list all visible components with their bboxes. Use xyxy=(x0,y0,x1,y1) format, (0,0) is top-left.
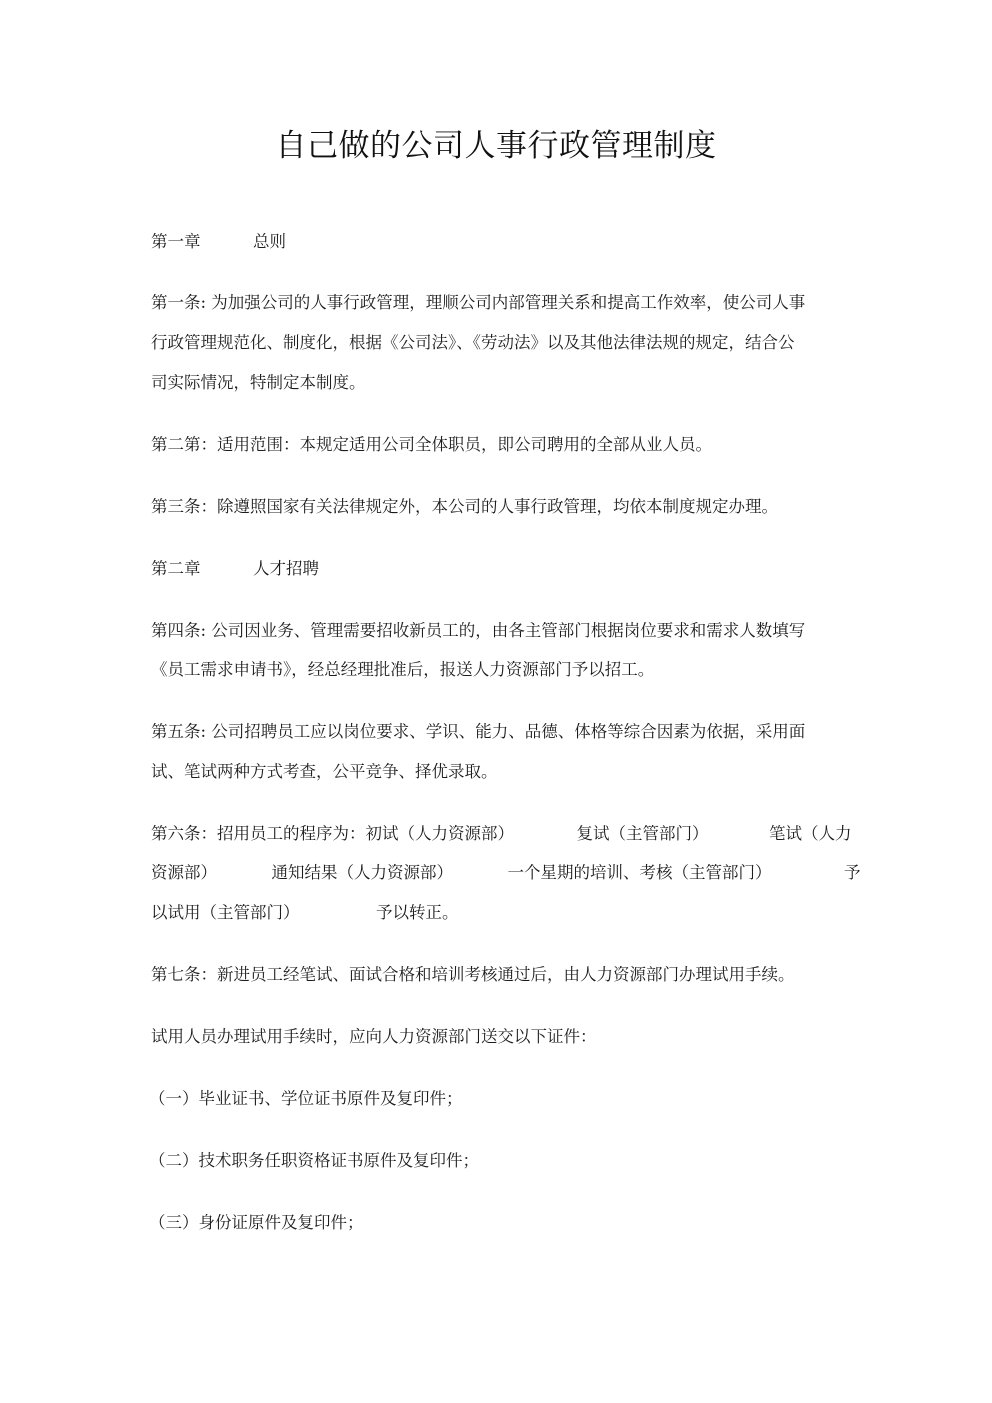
probation-intro: 试用人员办理试用手续时，应向人力资源部门送交以下证件： xyxy=(151,1027,597,1046)
article-5-line-1: 第五条: 公司招聘员工应以岗位要求、学识、能力、品德、体格等综合因素为依据，采用面 xyxy=(151,722,806,741)
document-title: 自己做的公司人事行政管理制度 xyxy=(275,128,717,164)
article-6-line-1 xyxy=(151,822,852,846)
chapter-label: 第一章 xyxy=(151,232,201,251)
list-item: （三）身份证原件及复印件； xyxy=(149,1213,364,1232)
article-1-line-1: 第一条: 为加强公司的人事行政管理，理顺公司内部管理关系和提高工作效率，使公司人事 xyxy=(151,293,806,312)
article-6-segment: 第六条：招用员工的程序为：初试（人力资源部） xyxy=(151,824,514,843)
article-6-line-2 xyxy=(151,861,861,885)
article-3: 第三条：除遵照国家有关法律规定外，本公司的人事行政管理，均依本制度规定办理。 xyxy=(151,497,778,516)
article-6-segment: 资源部） xyxy=(151,863,217,882)
article-2: 第二第：适用范围：本规定适用公司全体职员，即公司聘用的全部从业人员。 xyxy=(151,435,712,454)
chapter-name: 人才招聘 xyxy=(253,559,319,578)
chapter-label: 第二章 xyxy=(151,559,201,578)
article-4-line-1: 第四条: 公司因业务、管理需要招收新员工的，由各主管部门根据岗位要求和需求人数填写 xyxy=(151,621,806,640)
chapter-heading xyxy=(151,230,286,254)
article-1-line-2: 行政管理规范化、制度化，根据《公司法》、《劳动法》以及其他法律法规的规定，结合公 xyxy=(151,333,795,352)
article-1-line-3: 司实际情况，特制定本制度。 xyxy=(151,373,366,392)
list-item: （二）技术职务任职资格证书原件及复印件； xyxy=(149,1151,479,1170)
article-6-segment: 一个星期的培训、考核（主管部门） xyxy=(507,863,772,882)
article-6-segment: 笔试（人力 xyxy=(769,824,852,843)
article-6-segment: 以试用（主管部门） xyxy=(151,903,300,922)
article-6-line-3 xyxy=(151,901,459,925)
article-4-line-2: 《员工需求申请书》，经总经理批准后，报送人力资源部门予以招工。 xyxy=(151,660,655,679)
article-6-segment: 复试（主管部门） xyxy=(576,824,709,843)
chapter-heading xyxy=(151,557,319,581)
article-6-segment: 通知结果（人力资源部） xyxy=(271,863,453,882)
chapter-name: 总则 xyxy=(253,232,286,251)
article-6-segment: 予以转正。 xyxy=(376,903,459,922)
list-item: （一）毕业证书、学位证书原件及复印件； xyxy=(149,1089,463,1108)
article-7: 第七条：新进员工经笔试、面试合格和培训考核通过后，由人力资源部门办理试用手续。 xyxy=(151,965,795,984)
article-5-line-2: 试、笔试两种方式考查，公平竞争、择优录取。 xyxy=(151,762,498,781)
article-6-segment: 予 xyxy=(844,863,861,882)
